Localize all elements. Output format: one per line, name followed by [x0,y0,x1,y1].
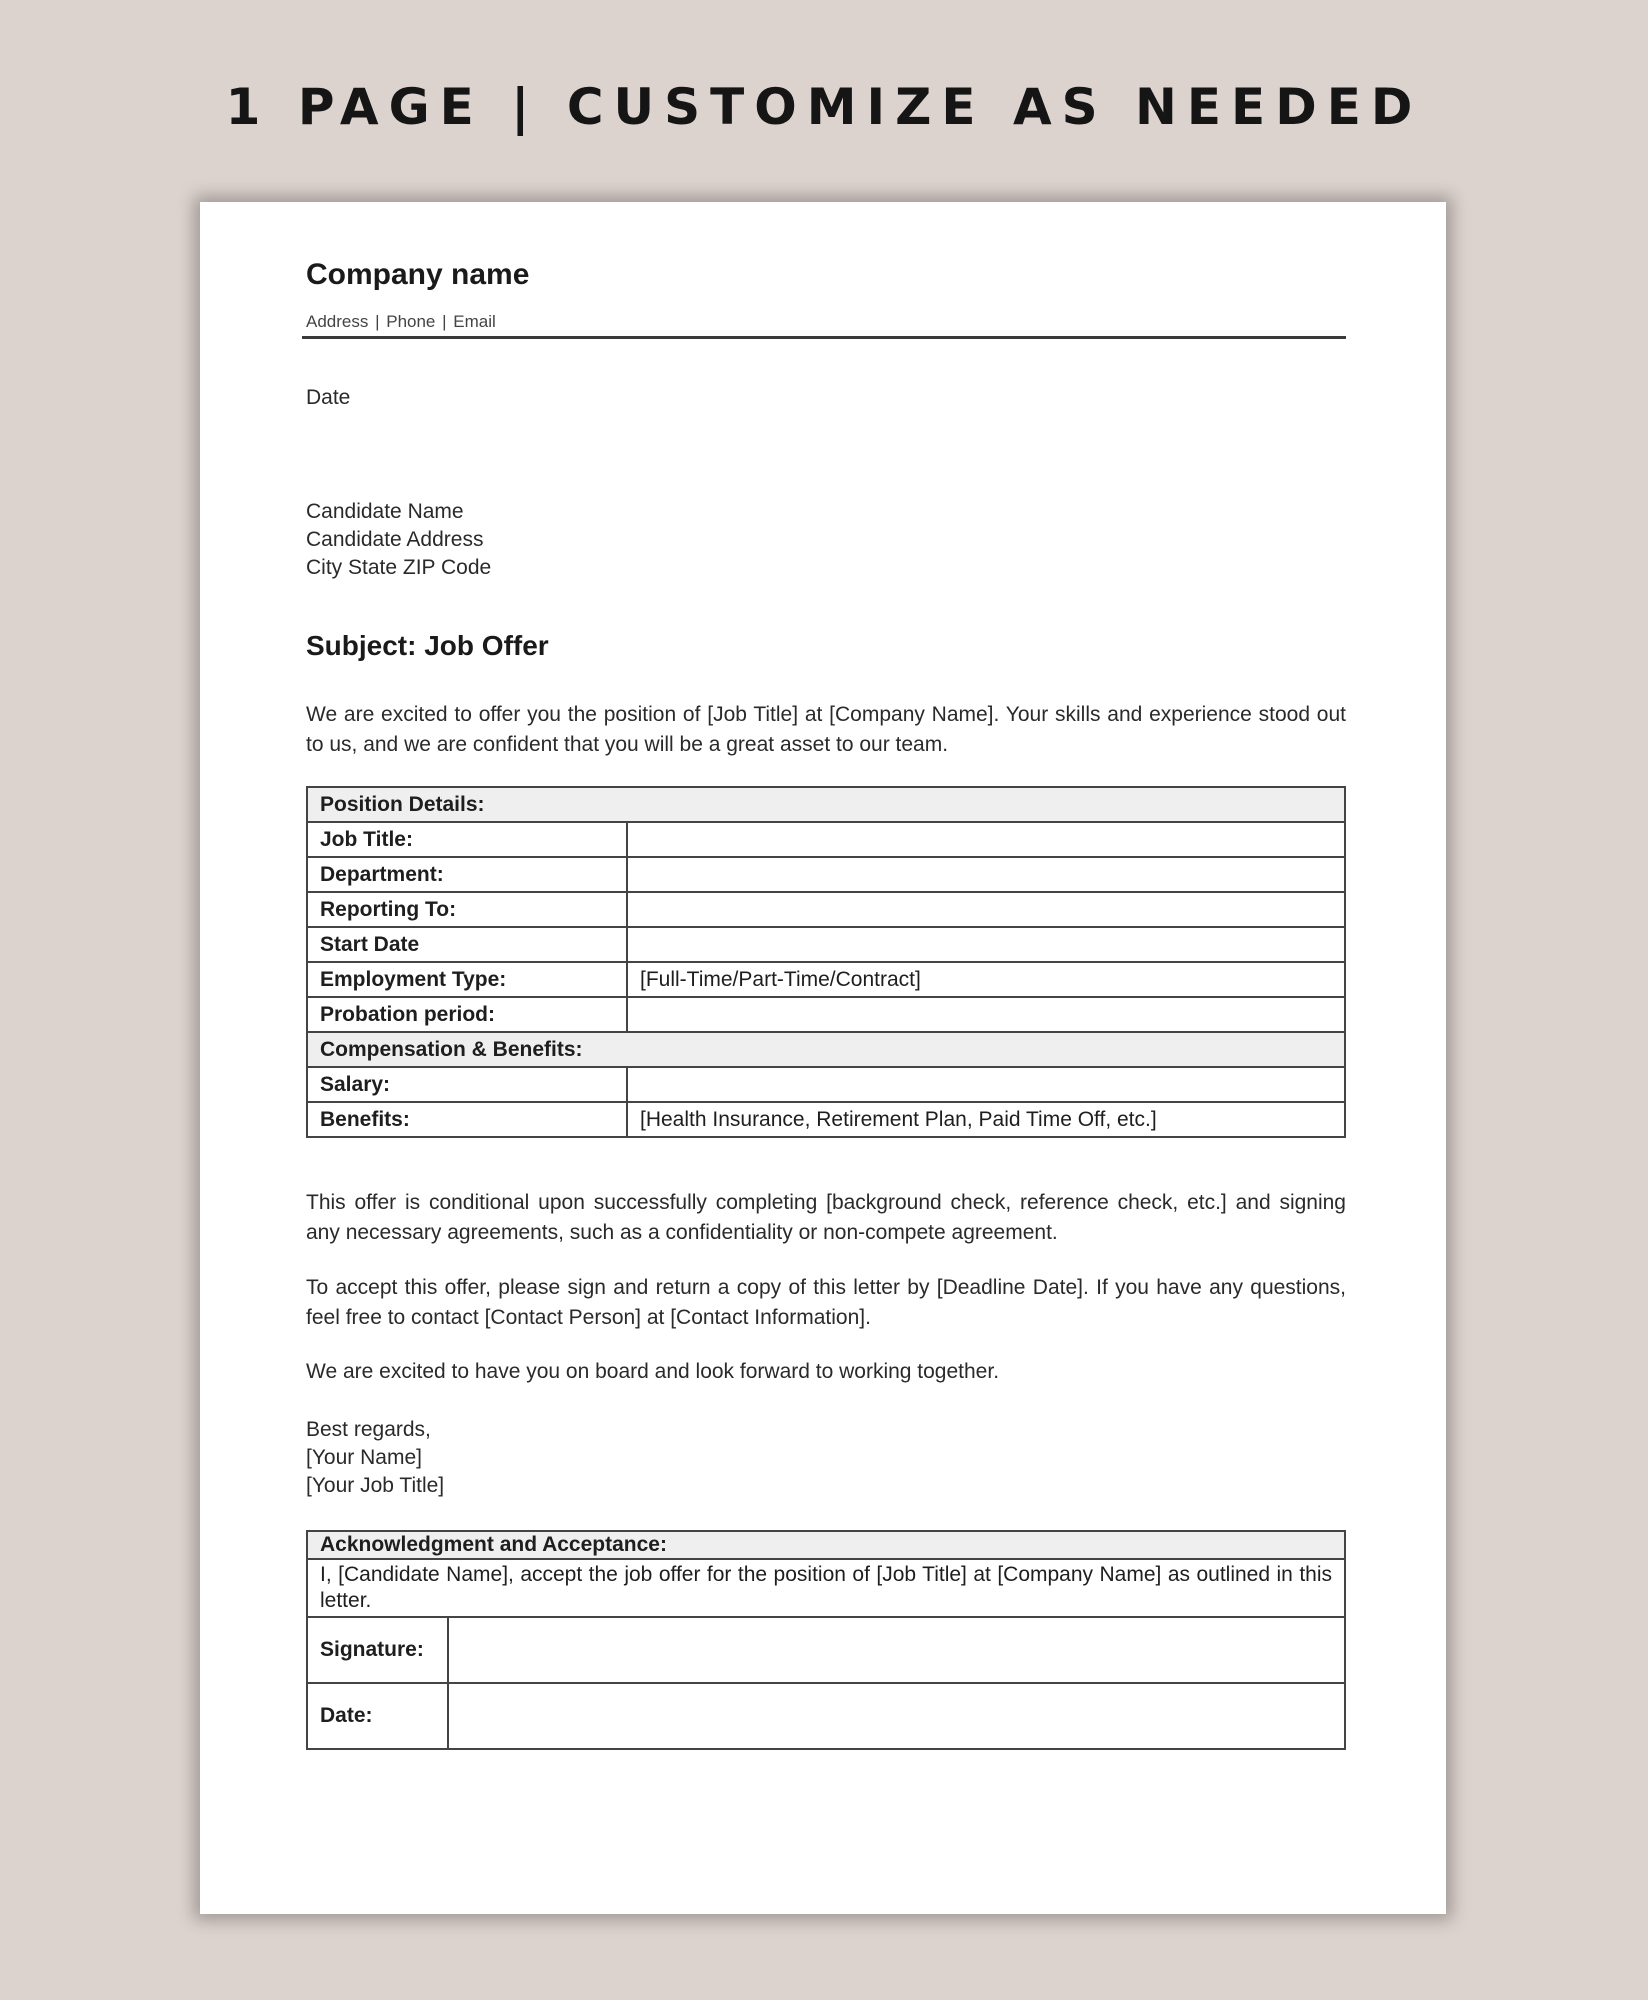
employment-type-value[interactable]: [Full-Time/Part-Time/Contract] [627,962,1345,997]
acceptance-date-field[interactable] [448,1683,1345,1749]
excited-paragraph: We are excited to have you on board and look forward to working together. [306,1360,1000,1383]
recipient-city: City State ZIP Code [306,556,492,579]
benefits-label: Benefits: [307,1102,627,1137]
salary-label: Salary: [307,1067,627,1102]
table-row [307,892,1345,927]
closing-block [306,1416,444,1500]
table-row [307,962,1345,997]
banner-title: 1 PAGE | CUSTOMIZE AS NEEDED [225,78,1423,136]
table-row [307,822,1345,857]
acceptance-statement-row [307,1559,1345,1617]
benefits-value[interactable]: [Health Insurance, Retirement Plan, Paid Time Off, etc.] [627,1102,1345,1137]
recipient-name: Candidate Name [306,500,464,523]
table-row [307,1102,1345,1137]
letter-page [200,202,1446,1914]
salary-value[interactable] [627,1067,1345,1102]
condition-paragraph: This offer is conditional upon successfully completing [background check, reference check, etc.] and signing any necessary agreements, such as a confidentiality or non-compete agreement. [306,1191,1346,1244]
reporting-to-value[interactable] [627,892,1345,927]
position-details-heading: Position Details: [307,787,1345,822]
signature-field[interactable] [448,1617,1345,1683]
compensation-heading: Compensation & Benefits: [307,1032,1345,1067]
department-value[interactable] [627,857,1345,892]
acceptance-statement: I, [Candidate Name], accept the job offer for the position of [Job Title] at [Company Name] as outlined in this letter. [307,1559,1345,1617]
section-header-row [307,1032,1345,1067]
closing-regards: Best regards, [306,1418,431,1441]
subject-line: Subject: Job Offer [306,630,549,661]
start-date-value[interactable] [627,927,1345,962]
contact-line: Address | Phone | Email [306,312,496,331]
probation-period-value[interactable] [627,997,1345,1032]
signature-row [307,1617,1345,1683]
acceptance-heading: Acknowledgment and Acceptance: [307,1531,1345,1559]
table-row [307,927,1345,962]
acceptance-header-row [307,1531,1345,1559]
acceptance-date-label: Date: [307,1683,448,1749]
recipient-address: Candidate Address [306,528,484,551]
employment-type-label: Employment Type: [307,962,627,997]
acceptance-date-row [307,1683,1345,1749]
table-row [307,1067,1345,1102]
position-details-table [306,786,1346,1138]
intro-paragraph: We are excited to offer you the position of [Job Title] at [Company Name]. Your skills and experience stood out to us, and we are confident that you will be a great asset to our team. [306,703,1346,756]
acceptance-table [306,1530,1346,1750]
job-title-value[interactable] [627,822,1345,857]
letter-date: Date [306,386,351,409]
company-name: Company name [306,258,530,291]
department-label: Department: [307,857,627,892]
job-title-label: Job Title: [307,822,627,857]
table-row [307,857,1345,892]
table-row [307,997,1345,1032]
closing-name: [Your Name] [306,1446,422,1469]
accept-instructions-paragraph: To accept this offer, please sign and return a copy of this letter by [Deadline Date]. If you have any questions, feel free to contact [Contact Person] at [Contact Information]. [306,1276,1346,1329]
recipient-block [306,498,491,582]
section-header-row [307,787,1345,822]
start-date-label: Start Date [307,927,627,962]
probation-period-label: Probation period: [307,997,627,1032]
reporting-to-label: Reporting To: [307,892,627,927]
header-divider [302,336,1346,339]
signature-label: Signature: [307,1617,448,1683]
closing-title: [Your Job Title] [306,1474,445,1497]
